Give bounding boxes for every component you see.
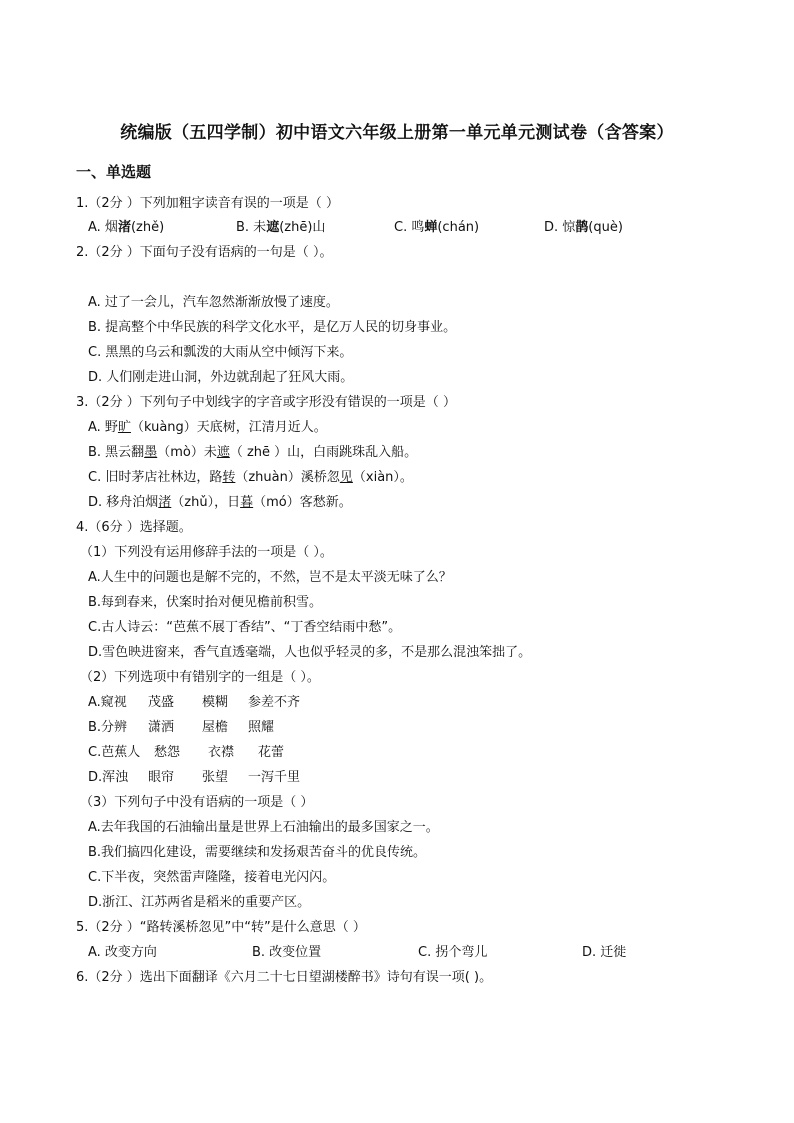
option-b[interactable]: B. 未遮(zhē)山 bbox=[236, 220, 326, 235]
option-a[interactable]: A. 改变方向 bbox=[88, 945, 157, 960]
option-d[interactable]: D. 迁徙 bbox=[582, 945, 627, 960]
question-4-part-2-option-b[interactable]: B.分辨 潇洒 屋檐 照耀 bbox=[88, 720, 275, 735]
question-3-option-b[interactable]: B. 黑云翻墨（mò）未遮（ zhē ）山，白雨跳珠乱入船。 bbox=[88, 445, 418, 460]
question-4-part-2-option-c[interactable]: C.芭蕉人 愁怨 衣襟 花蕾 bbox=[88, 745, 285, 760]
option-c[interactable]: C. 鸣蝉(chán) bbox=[394, 220, 480, 235]
question-4-part-3-option-d[interactable]: D.浙江、江苏两省是稻米的重要产区。 bbox=[88, 895, 311, 910]
question-3-option-c[interactable]: C. 旧时茅店社林边，路转（zhuàn）溪桥忽见（xiàn）。 bbox=[88, 470, 413, 485]
question-4-part-1-option-a[interactable]: A.人生中的问题也是解不完的，不然，岂不是太平淡无味了么？ bbox=[88, 570, 452, 585]
question-2-option-b[interactable]: B. 提高整个中华民族的科学文化水平，是亿万人民的切身事业。 bbox=[88, 320, 457, 335]
question-4-part-2-option-a[interactable]: A.窥视 茂盛 模糊 参差不齐 bbox=[88, 695, 301, 710]
option-b[interactable]: B. 改变位置 bbox=[252, 945, 322, 960]
question-4-stem: 4.（6分 ）选择题。 bbox=[76, 520, 192, 535]
question-2-stem: 2.（2分 ）下面句子没有语病的一句是（ ）。 bbox=[76, 245, 333, 260]
question-1-options bbox=[88, 219, 728, 237]
question-3-option-a[interactable]: A. 野旷（kuàng）天底树，江清月近人。 bbox=[88, 420, 327, 435]
option-d[interactable]: D. 惊鹊(què) bbox=[544, 220, 623, 235]
question-4-part-1-option-b[interactable]: B.每到春来，伏案时抬对便见檐前积雪。 bbox=[88, 595, 323, 610]
question-4-part-2-stem: （2）下列选项中有错别字的一组是（ ）。 bbox=[80, 670, 320, 685]
question-2-option-c[interactable]: C. 黑黑的乌云和瓢泼的大雨从空中倾泻下来。 bbox=[88, 345, 353, 360]
question-4-part-1-option-c[interactable]: C.古人诗云：“芭蕉不展丁香结”、“丁香空结雨中愁”。 bbox=[88, 620, 402, 635]
question-4-part-3-stem: （3）下列句子中没有语病的一项是（ ） bbox=[80, 795, 314, 810]
question-3-stem: 3.（2分 ）下列句子中划线字的字音或字形没有错误的一项是（ ） bbox=[76, 395, 456, 410]
option-c[interactable]: C. 拐个弯儿 bbox=[418, 945, 488, 960]
question-4-part-2-option-d[interactable]: D.浑浊 眼帘 张望 一泻千里 bbox=[88, 770, 301, 785]
question-3-option-d[interactable]: D. 移舟泊烟渚（zhǔ），日暮（mó）客愁新。 bbox=[88, 495, 352, 510]
exam-title: 统编版（五四学制）初中语文六年级上册第一单元单元测试卷（含答案） bbox=[120, 123, 674, 143]
question-4-part-1-stem: （1）下列没有运用修辞手法的一项是（ ）。 bbox=[80, 545, 333, 560]
question-2-option-a[interactable]: A. 过了一会儿，汽车忽然渐渐放慢了速度。 bbox=[88, 295, 339, 310]
question-4-part-3-option-a[interactable]: A.去年我国的石油输出量是世界上石油输出的最多国家之一。 bbox=[88, 820, 439, 835]
question-4-part-3-option-b[interactable]: B.我们搞四化建设，需要继续和发扬艰苦奋斗的优良传统。 bbox=[88, 845, 427, 860]
option-a[interactable]: A. 烟渚(zhě) bbox=[88, 220, 165, 235]
section-heading: 一、单选题 bbox=[76, 163, 152, 181]
question-1-stem: 1.（2分 ）下列加粗字读音有误的一项是（ ） bbox=[76, 196, 339, 211]
question-6-stem: 6.（2分 ）选出下面翻译《六月二十七日望湖楼醉书》诗句有误一项( )。 bbox=[76, 970, 493, 985]
question-2-option-d[interactable]: D. 人们刚走进山洞，外边就刮起了狂风大雨。 bbox=[88, 370, 354, 385]
question-5-stem: 5.（2分 ）“路转溪桥忽见”中“转”是什么意思（ ） bbox=[76, 920, 366, 935]
question-5-options bbox=[88, 944, 728, 962]
question-4-part-1-option-d[interactable]: D.雪色映进窗来，香气直透毫端，人也似乎轻灵的多，不是那么混浊笨拙了。 bbox=[88, 645, 532, 660]
question-4-part-3-option-c[interactable]: C.下半夜，突然雷声隆隆，接着电光闪闪。 bbox=[88, 870, 336, 885]
